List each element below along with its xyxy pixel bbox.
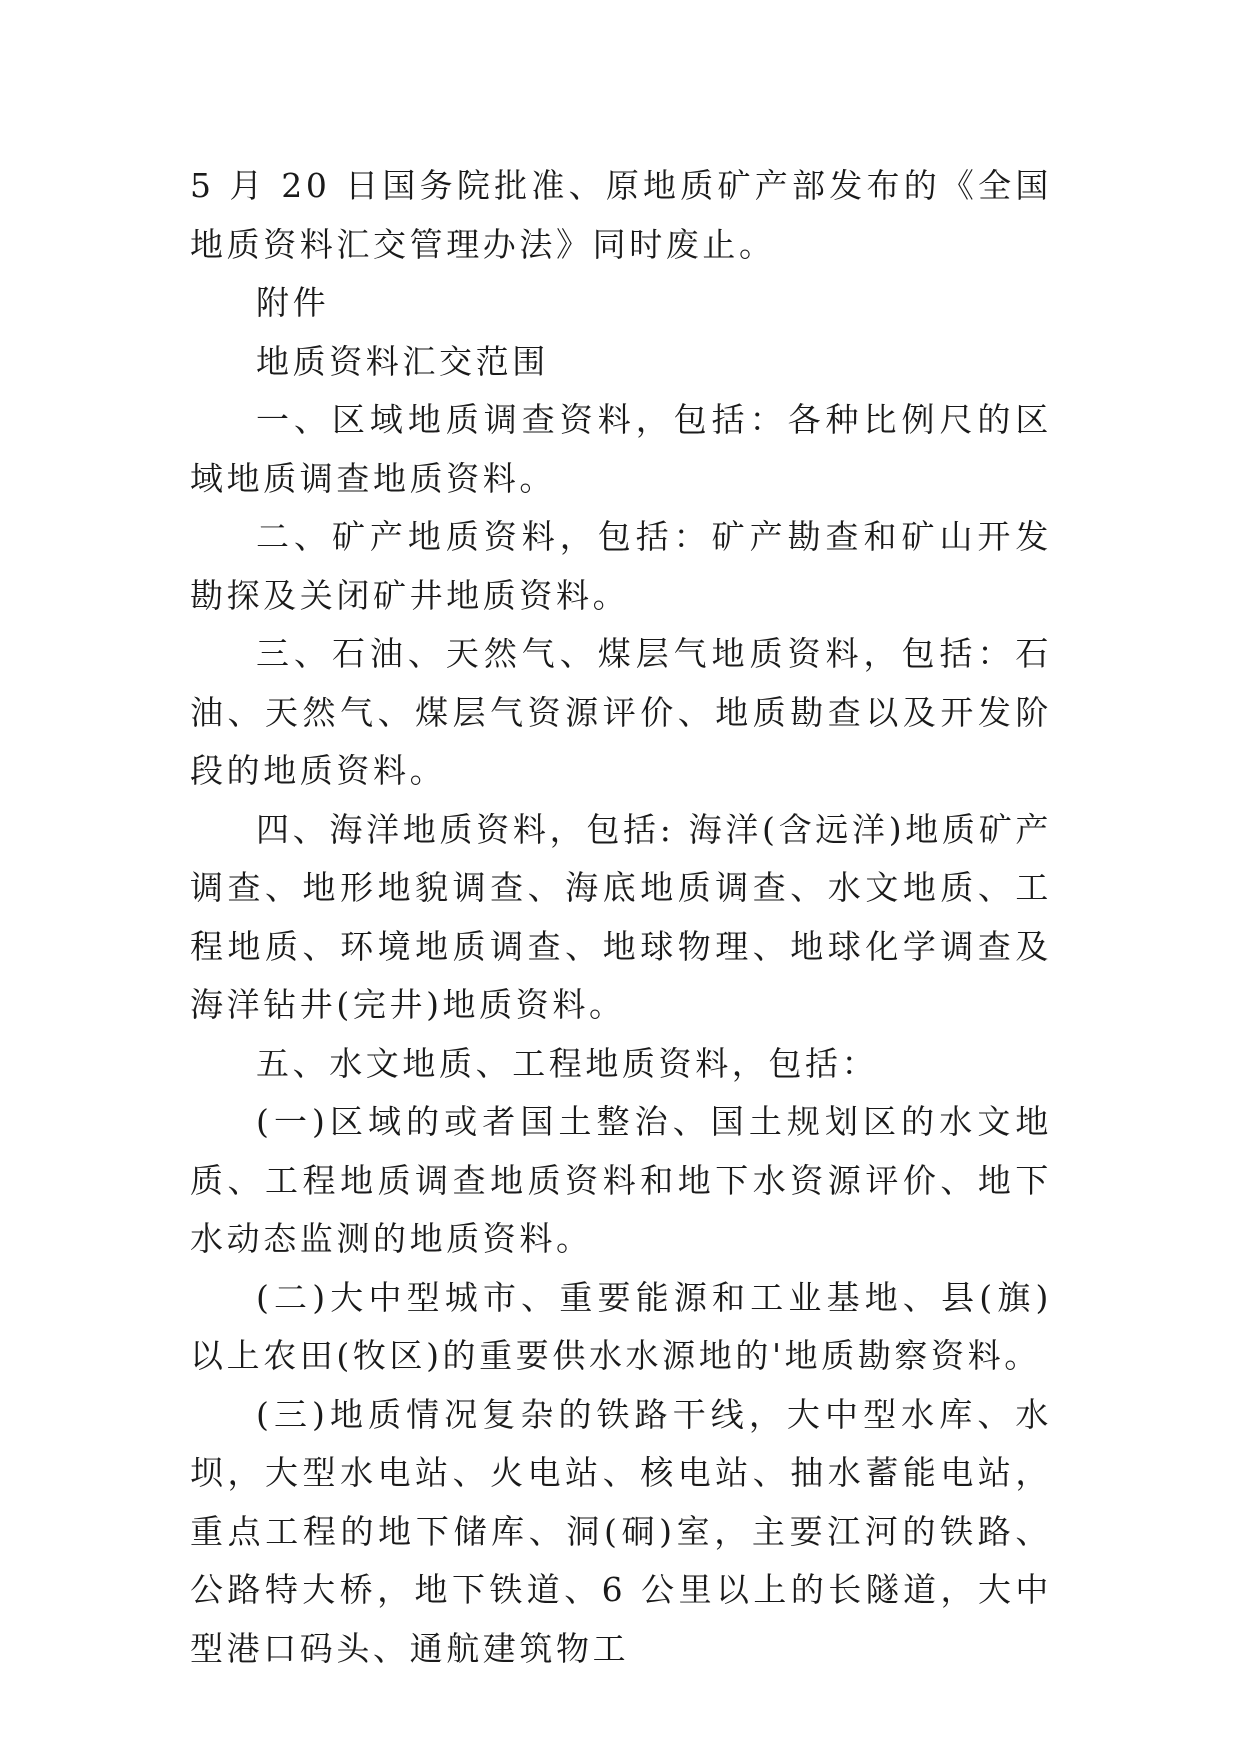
paragraph-continuation: 5 月 20 日国务院批准、原地质矿产部发布的《全国地质资料汇交管理办法》同时废止。 — [190, 166, 1052, 264]
document-body — [190, 157, 1052, 1678]
section-oil-gas-geology: 三、石油、天然气、煤层气地质资料，包括：石油、天然气、煤层气资源评价、地质勘查以及开发阶段的地质资料。 — [190, 634, 1052, 790]
attachment-title: 地质资料汇交范围 — [256, 341, 549, 381]
subsection-2: (二)大中型城市、重要能源和工业基地、县(旗)以上农田(牧区)的重要供水水源地的'地质勘察资料。 — [190, 1277, 1052, 1375]
attachment-heading: 附件 — [256, 283, 330, 322]
section-mineral-geology: 二、矿产地质资料，包括：矿产勘查和矿山开发勘探及关闭矿井地质资料。 — [190, 517, 1052, 615]
section-marine-geology: 四、海洋地质资料，包括: 海洋(含远洋)地质矿产调查、地形地貌调查、海底地质调查、水文地质、工程地质、环境地质调查、地球物理、地球化学调查及海洋钻井(完井)地质资料。 — [190, 809, 1052, 1024]
section-hydro-engineering-geology: 五、水文地质、工程地质资料，包括： — [256, 1043, 879, 1083]
section-regional-geology: 一、区域地质调查资料，包括：各种比例尺的区域地质调查地质资料。 — [190, 400, 1052, 498]
subsection-1: (一)区域的或者国土整治、国土规划区的水文地质、工程地质调查地质资料和地下水资源评价、地下水动态监测的地质资料。 — [190, 1102, 1052, 1258]
subsection-3: (三)地质情况复杂的铁路干线，大中型水库、水坝，大型水电站、火电站、核电站、抽水蓄能电站，重点工程的地下储库、洞(硐)室，主要江河的铁路、公路特大桥，地下铁道、6 公里以上的长隧道，大中型港口码头、通航建筑物工 — [190, 1394, 1052, 1668]
